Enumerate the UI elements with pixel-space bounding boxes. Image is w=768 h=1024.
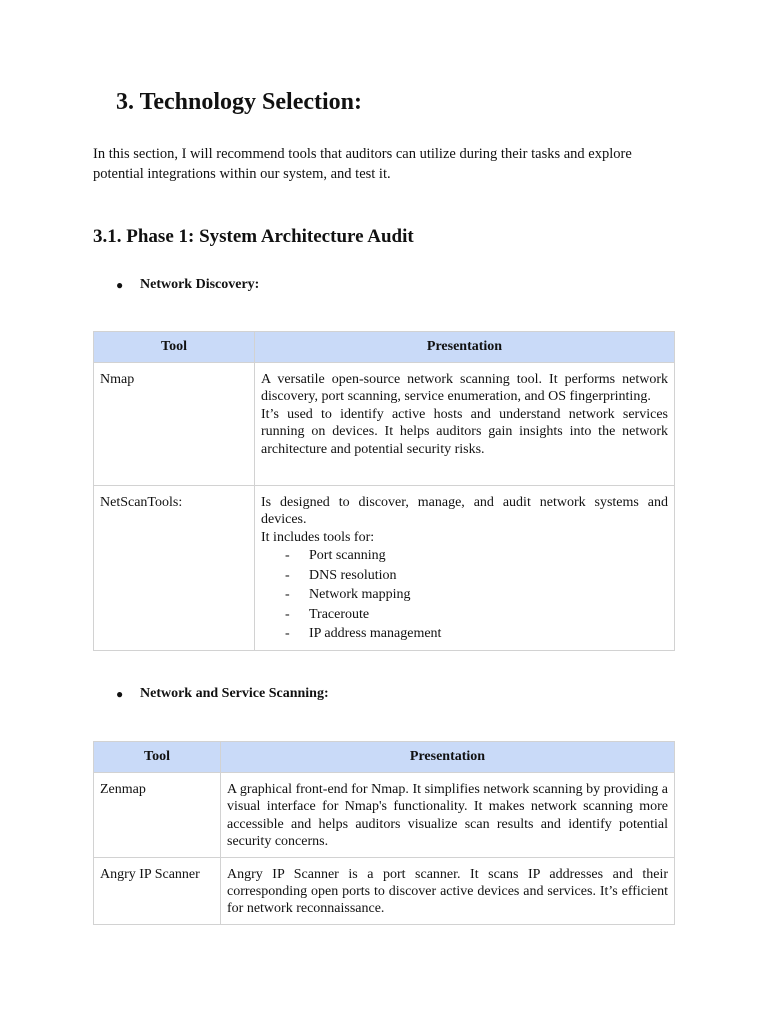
list-item (285, 605, 668, 625)
list-item (285, 585, 668, 605)
list-marker: - (285, 626, 290, 642)
table-row (94, 857, 675, 924)
tool-name: Nmap (94, 363, 255, 486)
bullet-label: Network and Service Scanning: (140, 686, 329, 701)
header-tool: Tool (94, 742, 221, 773)
presentation-paragraph: It includes tools for: (261, 529, 375, 545)
list-marker: - (285, 567, 290, 583)
tool-name: NetScanTools: (94, 486, 255, 651)
list-item-text: DNS resolution (309, 567, 397, 583)
table-header-row (94, 332, 675, 363)
list-item (285, 566, 668, 586)
tool-presentation (255, 363, 675, 486)
table-row (94, 773, 675, 858)
table-row (94, 486, 675, 651)
bullet-network-discovery (116, 275, 259, 295)
tool-presentation (255, 486, 675, 651)
list-item-text: IP address management (309, 626, 442, 642)
list-item (285, 546, 668, 566)
page-heading: 3. Technology Selection: (116, 89, 363, 115)
tool-name: Zenmap (94, 773, 221, 858)
list-item-text: Port scanning (309, 548, 386, 564)
header-tool: Tool (94, 332, 255, 363)
intro-paragraph: In this section, I will recommend tools that auditors can utilize during their tasks and explore potential integrations within our system, and test it. (93, 146, 632, 182)
list-item-text: Traceroute (309, 606, 370, 622)
network-discovery-table (93, 331, 675, 651)
bullet-marker: ● (116, 687, 124, 701)
table-header-row (94, 742, 675, 773)
feature-list (261, 546, 668, 644)
presentation-paragraph: It’s used to identify active hosts and understand network services running on devices. It helps auditors gain insights into the network architecture and potential security risks. (261, 406, 668, 457)
table-row (94, 363, 675, 486)
list-item-text: Network mapping (309, 587, 411, 603)
header-presentation: Presentation (221, 742, 675, 773)
presentation-paragraph: Is designed to discover, manage, and audit network systems and devices. (261, 495, 668, 528)
bullet-marker: ● (116, 278, 124, 292)
list-item (285, 624, 668, 644)
bullet-label: Network Discovery: (140, 277, 260, 292)
tool-name: Angry IP Scanner (94, 857, 221, 924)
section-heading: 3.1. Phase 1: System Architecture Audit (93, 226, 414, 247)
list-marker: - (285, 548, 290, 564)
header-presentation: Presentation (255, 332, 675, 363)
bullet-network-service-scanning (116, 684, 329, 704)
tool-presentation: Angry IP Scanner is a port scanner. It scans IP addresses and their corresponding open ports to discover active devices and services. It’s efficient for network reconnaissance. (221, 857, 675, 924)
list-marker: - (285, 606, 290, 622)
tool-presentation: A graphical front-end for Nmap. It simplifies network scanning by providing a visual interface for Nmap's functionality. It makes network scanning more accessible and helps auditors visualize scan results and identify potential security concerns. (221, 773, 675, 858)
network-service-scanning-table (93, 741, 675, 925)
list-marker: - (285, 587, 290, 603)
presentation-paragraph: A versatile open-source network scanning tool. It performs network discovery, port scanning, service enumeration, and OS fingerprinting. (261, 372, 668, 405)
